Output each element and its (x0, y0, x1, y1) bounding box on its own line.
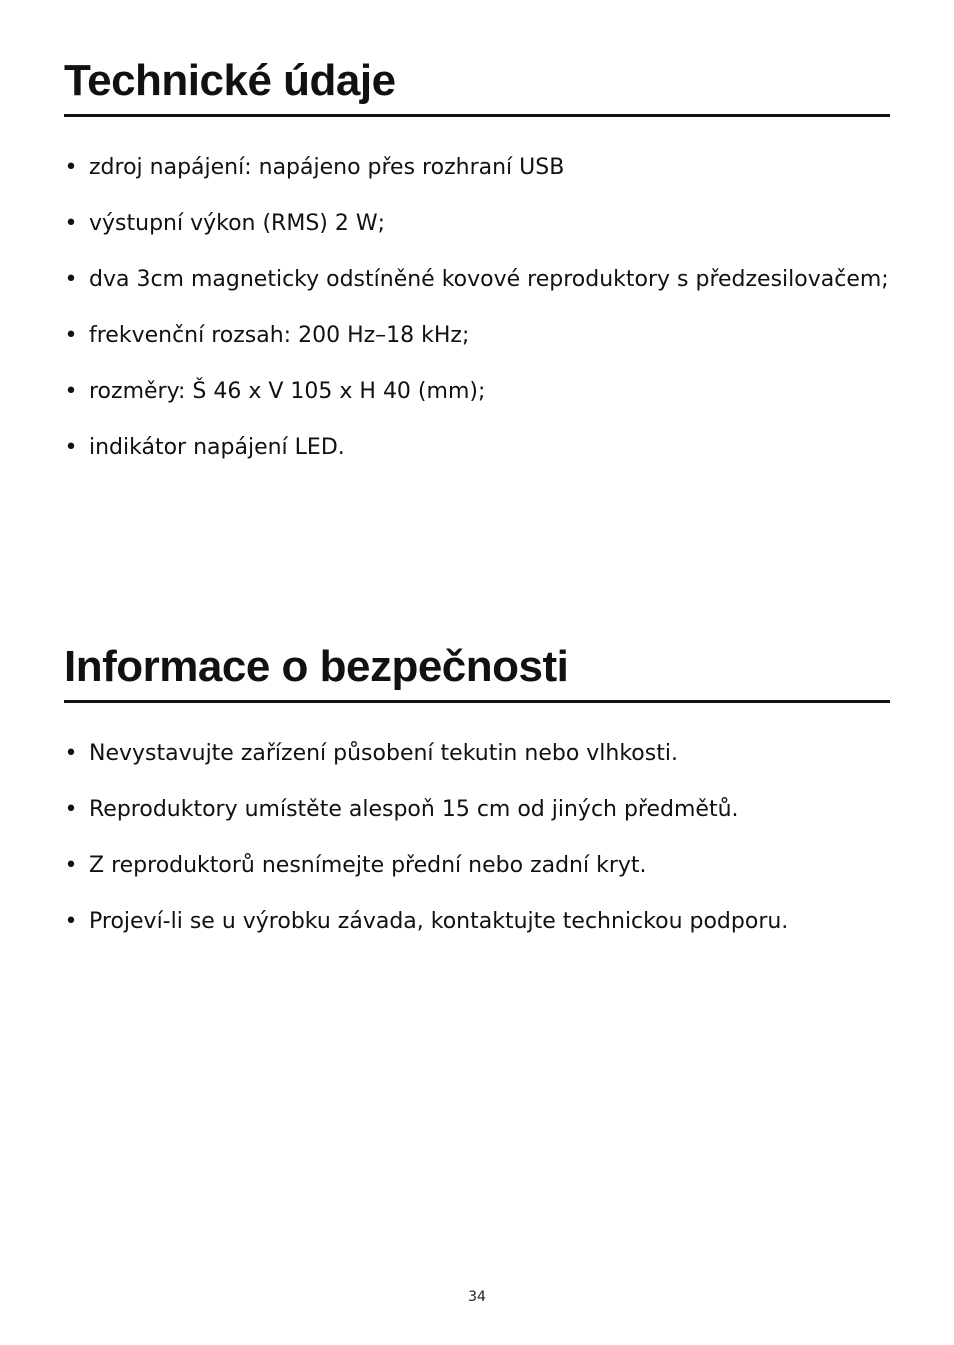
safety-item-text: Z reproduktorů nesnímejte přední nebo zadní kryt. (89, 853, 647, 878)
technical-list-item (64, 379, 890, 405)
technical-list-item (64, 211, 890, 237)
technical-section (64, 52, 890, 491)
technical-item-text: indikátor napájení LED. (89, 435, 345, 460)
technical-heading: Technické údaje (64, 56, 396, 105)
safety-list (64, 741, 890, 935)
bullet-icon: • (64, 741, 78, 766)
technical-list-item (64, 267, 890, 293)
technical-item-text: zdroj napájení: napájeno přes rozhraní USB (89, 155, 565, 180)
safety-heading-rule (64, 700, 890, 703)
safety-list-item (64, 909, 890, 935)
safety-list-item (64, 853, 890, 879)
technical-item-text: frekvenční rozsah: 200 Hz–18 kHz; (89, 323, 470, 348)
safety-item-text: Reproduktory umístěte alespoň 15 cm od jiných předmětů. (89, 797, 739, 822)
bullet-icon: • (64, 379, 78, 404)
bullet-icon: • (64, 211, 78, 236)
technical-list (64, 155, 890, 461)
bullet-icon: • (64, 323, 78, 348)
technical-item-text: dva 3cm magneticky odstíněné kovové reproduktory s předzesilovačem; (89, 267, 889, 292)
safety-list-item (64, 797, 890, 823)
safety-heading: Informace o bezpečnosti (64, 642, 569, 691)
technical-item-text: rozměry: Š 46 x V 105 x H 40 (mm); (89, 379, 486, 404)
technical-heading-rule (64, 114, 890, 117)
page-number: 34 (468, 1289, 486, 1305)
technical-list-item (64, 155, 890, 181)
safety-section (64, 638, 890, 965)
bullet-icon: • (64, 155, 78, 180)
bullet-icon: • (64, 909, 78, 934)
technical-list-item (64, 323, 890, 349)
bullet-icon: • (64, 797, 78, 822)
bullet-icon: • (64, 267, 78, 292)
bullet-icon: • (64, 435, 78, 460)
safety-item-text: Projeví-li se u výrobku závada, kontaktujte technickou podporu. (89, 909, 789, 934)
safety-item-text: Nevystavujte zařízení působení tekutin nebo vlhkosti. (89, 741, 678, 766)
technical-item-text: výstupní výkon (RMS) 2 W; (89, 211, 386, 236)
safety-list-item (64, 741, 890, 767)
bullet-icon: • (64, 853, 78, 878)
technical-list-item (64, 435, 890, 461)
